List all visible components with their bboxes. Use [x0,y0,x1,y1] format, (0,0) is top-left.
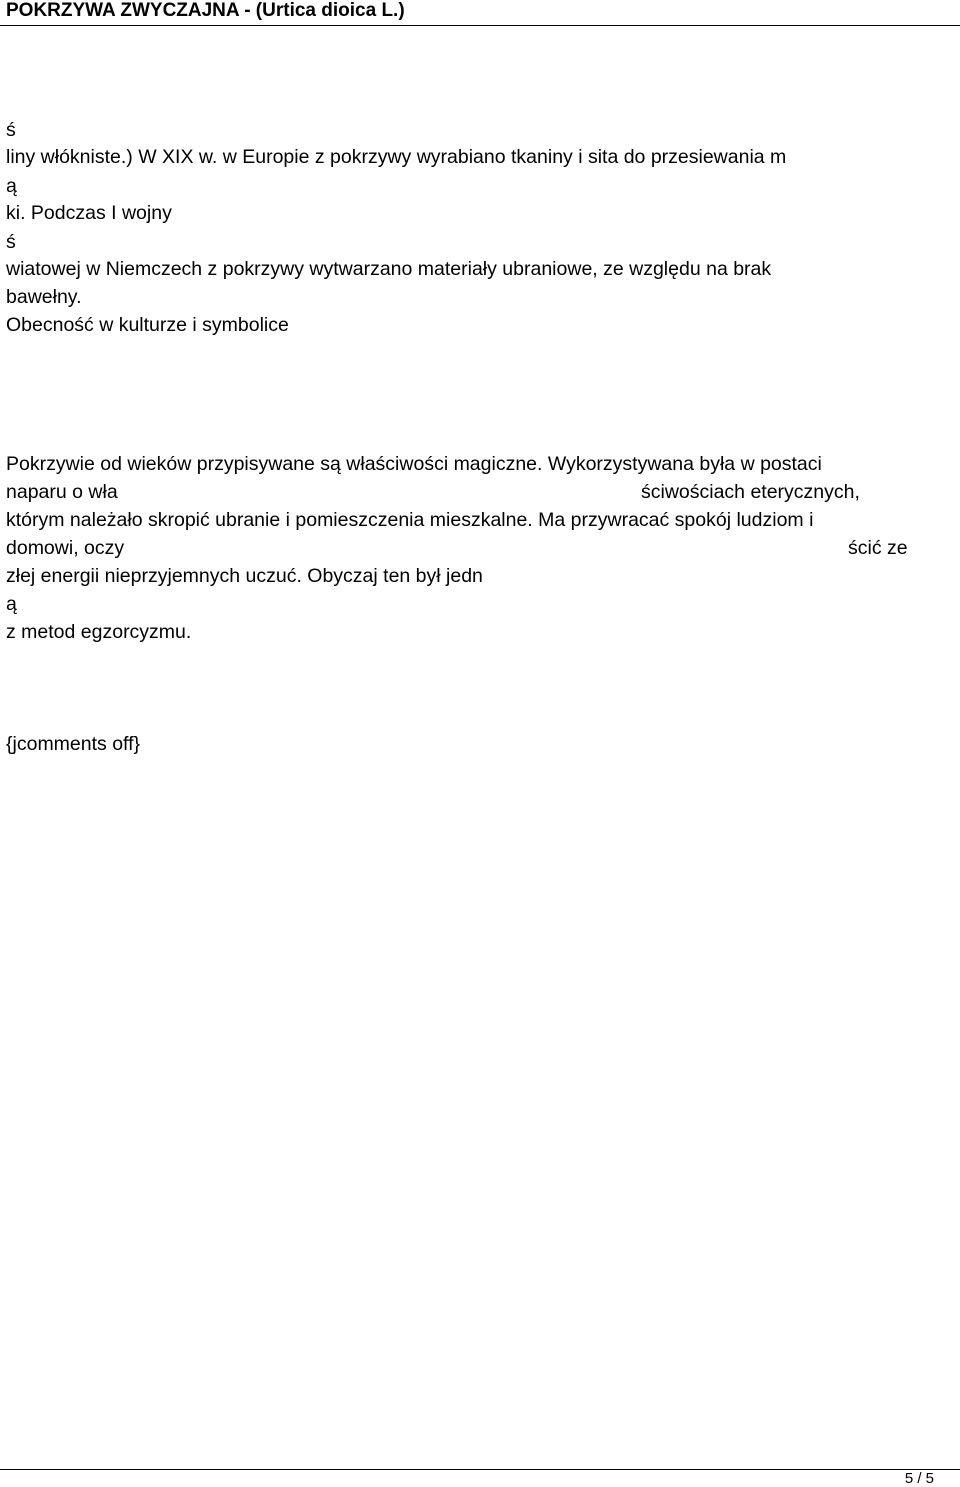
text-line: ą [6,175,17,197]
text-line: Pokrzywie od wieków przypisywane są właściwości magiczne. Wykorzystywana była w postaci [6,453,822,475]
text-line: złej energii nieprzyjemnych uczuć. Obyczaj ten był jedn [6,565,483,587]
text-line: domowi, oczy [6,537,125,559]
text-line: ś [6,119,16,141]
text-line: ś [6,231,16,253]
text-line: ściwościach eterycznych, [641,481,860,503]
text-line: bawełny. [6,286,82,308]
text-line: liny włókniste.) W XIX w. w Europie z pokrzywy wyrabiano tkaniny i sita do przesiewania m [6,146,787,168]
text-line: którym należało skropić ubranie i pomieszczenia mieszkalne. Ma przywracać spokój ludziom i [6,509,814,531]
text-line: ą [6,593,17,615]
section-heading: Obecność w kulturze i symbolice [6,314,289,336]
text-line: ścić ze [848,537,908,559]
text-line: ki. Podczas I wojny [6,202,172,224]
text-line: z metod egzorcyzmu. [6,621,192,643]
footer-divider [0,1469,960,1470]
jcomments-tag: {jcomments off} [6,733,141,755]
text-line: naparu o wła [6,481,118,503]
page-title: POKRZYWA ZWYCZAJNA - (Urtica dioica L.) [6,0,405,21]
text-line: wiatowej w Niemczech z pokrzywy wytwarzano materiały ubraniowe, ze względu na brak [6,258,772,280]
header-divider [0,25,960,26]
page-number: 5 / 5 [904,1470,934,1487]
